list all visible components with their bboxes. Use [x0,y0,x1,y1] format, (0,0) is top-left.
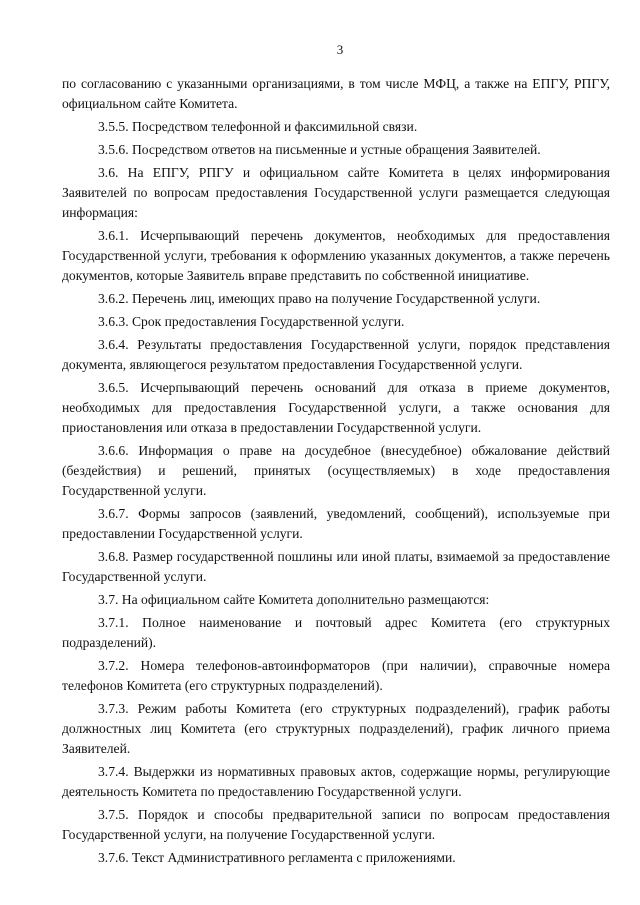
paragraph-3-6-1: 3.6.1. Исчерпывающий перечень документов, необходимых для предоставления Государственной услуги, требования к оформлению указанных документов, а также перечень документов, которые Заявитель вправе представить по собственной инициативе. [62,228,610,283]
paragraph-3-6-2: 3.6.2. Перечень лиц, имеющих право на получение Государственной услуги. [98,291,541,306]
paragraph-3-7-1: 3.7.1. Полное наименование и почтовый адрес Комитета (его структурных подразделений). [62,615,610,650]
paragraph-3-5-5: 3.5.5. Посредством телефонной и факсимильной связи. [98,119,418,134]
paragraph-3-7-2: 3.7.2. Номера телефонов-автоинформаторов (при наличии), справочные номера телефонов Комитета (его структурных подразделений). [62,658,610,693]
paragraph-3-7-4: 3.7.4. Выдержки из нормативных правовых актов, содержащие нормы, регулирующие деятельность Комитета по предоставлению Государственной услуги. [62,764,610,799]
paragraph-3-6-6: 3.6.6. Информация о праве на досудебное (внесудебное) обжалование действий (бездействия) и решений, принятых (осуществляемых) в ходе предоставления Государственной услуги. [62,443,610,498]
paragraph-3-7-3: 3.7.3. Режим работы Комитета (его структурных подразделений), график работы должностных лиц Комитета (его структурных подразделений), график личного приема Заявителей. [62,701,610,756]
paragraph-cont: по согласованию с указанными организациями, в том числе МФЦ, а также на ЕПГУ, РПГУ, официальном сайте Комитета. [62,76,610,111]
paragraph-3-7-5: 3.7.5. Порядок и способы предварительной записи по вопросам предоставления Государственной услуги, на получение Государственной услуги. [62,807,610,842]
paragraph-3-6: 3.6. На ЕПГУ, РПГУ и официальном сайте Комитета в целях информирования Заявителей по вопросам предоставления Государственной услуги размещается следующая информация: [62,165,610,220]
paragraph-3-6-8: 3.6.8. Размер государственной пошлины или иной платы, взимаемой за предоставление Государственной услуги. [62,549,610,584]
paragraph-3-6-3: 3.6.3. Срок предоставления Государственной услуги. [98,314,405,329]
paragraph-3-6-5: 3.6.5. Исчерпывающий перечень оснований для отказа в приеме документов, необходимых для предоставления Государственной услуги, а также основания для приостановления или отказа в предоставлении Государственной услуги. [62,380,610,435]
page-number: 3 [336,42,344,57]
paragraph-3-6-4: 3.6.4. Результаты предоставления Государственной услуги, порядок представления документа, являющегося результатом предоставления Государственной услуги. [62,337,610,372]
paragraph-3-5-6: 3.5.6. Посредством ответов на письменные и устные обращения Заявителей. [98,142,541,157]
paragraph-3-7: 3.7. На официальном сайте Комитета дополнительно размещаются: [98,592,490,607]
paragraph-3-6-7: 3.6.7. Формы запросов (заявлений, уведомлений, сообщений), используемые при предоставлении Государственной услуги. [62,506,610,541]
paragraph-3-7-6: 3.7.6. Текст Административного регламента с приложениями. [98,850,456,865]
document-body [62,74,610,871]
